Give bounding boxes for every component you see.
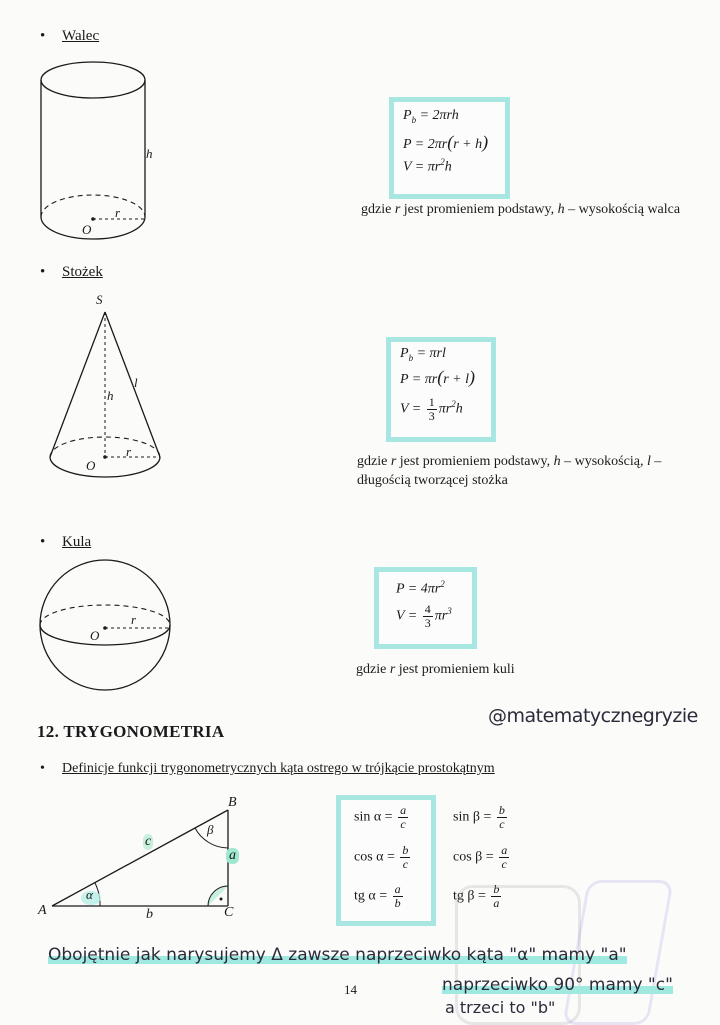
tg-alpha-lhs: tg α =: [354, 888, 388, 904]
sin-beta-num: b: [498, 803, 505, 817]
section-label-stozek: Stożek: [62, 264, 103, 280]
cos-beta-lhs: cos β =: [453, 849, 494, 865]
sin-beta-formula: [453, 804, 509, 831]
triangle-label-alpha: α: [86, 887, 93, 902]
kula-formula-2: V = $\frac{4}{3}$ $\pi r^3$: [396, 602, 452, 630]
stozek-formula-1: $P_b = \pi rl$: [400, 346, 446, 363]
bullet-kula: • Kula: [40, 534, 92, 550]
cone-label-r: r: [126, 444, 132, 459]
cos-beta-den: c: [501, 857, 507, 871]
walec-formula-1: $P_b = 2\pi rh$: [403, 108, 459, 125]
cone-label-h: h: [107, 388, 114, 403]
cylinder-label-h: h: [146, 146, 153, 161]
triangle-label-B: B: [228, 795, 237, 810]
page-number: 14: [344, 982, 357, 997]
triangle-label-b: b: [146, 907, 153, 922]
cylinder-diagram: [40, 55, 150, 250]
handwritten-note-line-1-text: Obojętnie jak narysujemy Δ zawsze naprzeciwko kąta "α" mamy "a": [48, 945, 627, 965]
bullet-trig: • Definicje funkcji trygonometrycznych kąta ostrego w trójkącie prostokątnym: [40, 761, 495, 776]
kula-caption: gdzie r jest promieniem kuli: [356, 662, 515, 677]
sin-beta-den: c: [499, 817, 505, 831]
cos-alpha-lhs: cos α =: [354, 849, 395, 865]
stozek-formula-2: P = πr(r + l): [400, 367, 476, 387]
handwritten-note-line-1: [48, 945, 627, 965]
section-heading-trygonometria: 12. TRYGONOMETRIA: [37, 722, 225, 741]
tg-beta-lhs: tg β =: [453, 888, 486, 904]
trig-bullet-text: Definicje funkcji trygonometrycznych kąta ostrego w trójkącie prostokątnym: [62, 761, 495, 776]
handwritten-note-line-3: a trzeci to "b": [445, 998, 556, 1017]
walec-formula-2: P = 2πr(r + h): [403, 132, 489, 152]
stozek-caption: gdzie r jest promieniem podstawy, h – wysokością, l – długością tworzącej stożka: [357, 454, 662, 488]
kula-formula-1: $P = 4\pi r^2$: [396, 579, 445, 597]
signature-handwriting: @matematycznegryzie: [488, 705, 698, 727]
stozek-formula-3: V = $\frac{1}{3}$ $\pi r^2h$: [400, 395, 463, 423]
triangle-label-A: A: [38, 903, 47, 918]
cylinder-label-O: O: [82, 222, 92, 237]
cone-label-l: l: [134, 375, 138, 390]
sin-alpha-lhs: sin α =: [354, 809, 393, 825]
triangle-label-c: c: [145, 834, 152, 849]
tg-beta-num: b: [493, 882, 500, 896]
sin-alpha-formula: [354, 804, 410, 831]
cylinder-label-r: r: [115, 205, 121, 220]
cos-beta-num: a: [501, 843, 508, 857]
cone-diagram: [48, 310, 163, 490]
sin-alpha-den: c: [400, 817, 406, 831]
bullet-walec: • Walec: [40, 28, 100, 44]
cos-alpha-formula: [354, 844, 412, 871]
bullet-stozek: • Stożek: [40, 264, 103, 280]
cos-alpha-den: c: [402, 857, 409, 871]
sin-alpha-num: a: [400, 803, 407, 817]
sphere-label-O: O: [90, 628, 100, 643]
cone-label-O: O: [86, 458, 96, 473]
walec-formula-3: $V = \pi r^2h$: [403, 157, 452, 175]
triangle-label-beta: β: [207, 822, 214, 837]
handwritten-note-line-2-text: naprzeciwko 90° mamy "c": [442, 975, 673, 995]
tg-alpha-formula: [354, 883, 405, 910]
tg-alpha-num: a: [394, 882, 401, 896]
section-label-kula: Kula: [62, 534, 92, 550]
cos-alpha-num: b: [402, 843, 409, 857]
sphere-diagram: [38, 558, 173, 693]
walec-caption: gdzie r jest promieniem podstawy, h – wysokością walca: [361, 202, 681, 217]
triangle-label-a: a: [226, 848, 239, 864]
tg-alpha-den: b: [394, 896, 401, 910]
cos-beta-formula: [453, 844, 511, 871]
sin-beta-lhs: sin β =: [453, 809, 492, 825]
cone-label-S: S: [96, 292, 103, 307]
triangle-label-C: C: [224, 905, 234, 920]
sphere-label-r: r: [131, 612, 137, 627]
handwritten-note-line-2: [442, 975, 673, 995]
section-label-walec: Walec: [62, 28, 100, 44]
tg-beta-den: a: [493, 896, 500, 910]
